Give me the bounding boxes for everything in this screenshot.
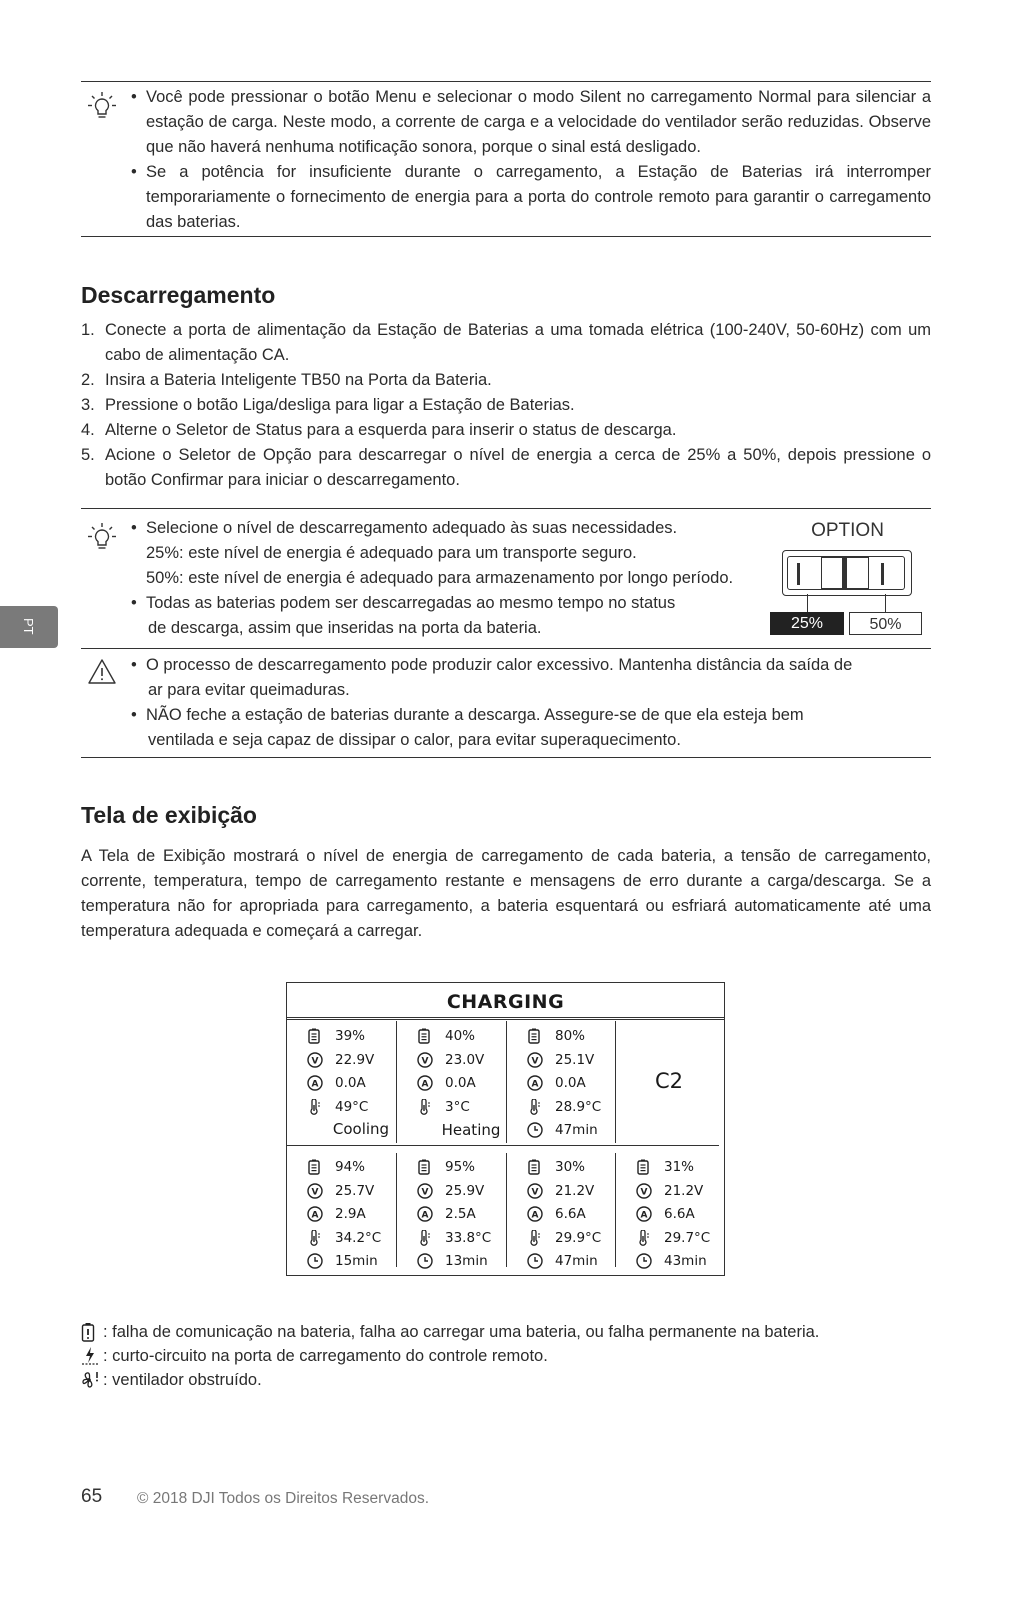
battery-icon (527, 1159, 541, 1175)
warning-bullet: • NÃO feche a estação de baterias durante a descarga. Assegure-se de que ela esteja bem (131, 706, 804, 724)
clock-icon (527, 1122, 543, 1138)
display-description: A Tela de Exibição mostrará o nível de energia de carregamento de cada bateria, a tensão de carregamento, corrente, temperatura, tempo de carregamento restante e mensagens de erro durante a carga/descarga. Se a temperatura não for apropriada para carregamento, a bateria esquentará ou esfriará automaticamente até uma temperatura adequada e começará a carregar. (81, 847, 931, 940)
tip-subline: de descarga, assim que inseridas na porta da bateria. (148, 619, 542, 637)
thermometer-icon (417, 1230, 433, 1246)
svg-text:V: V (311, 1056, 319, 1066)
tip-subline: 50%: este nível de energia é adequado para armazenamento por longo período. (146, 569, 734, 587)
svg-text:A: A (640, 1210, 648, 1221)
svg-text:A: A (531, 1079, 539, 1090)
battery-icon (527, 1028, 541, 1044)
current-icon (417, 1075, 433, 1091)
battery-icon (417, 1028, 431, 1044)
warning-bullet: • O processo de descarregamento pode produzir calor excessivo. Mantenha distância da saída de (131, 656, 853, 674)
current-icon (307, 1206, 323, 1222)
voltage-icon (527, 1183, 543, 1199)
tip-bullet: • Todas as baterias podem ser descarregadas ao mesmo tempo no status (131, 594, 676, 612)
tip-bullet: • Se a potência for insuficiente durante o carregamento, a Estação de Baterias irá interromper temporariamente o fornecimento de energia para a porta do controle remoto para garantir o carregamento das baterias. (131, 163, 931, 231)
clock-icon (417, 1253, 433, 1269)
tip-bullet: • Você pode pressionar o botão Menu e selecionar o modo Silent no carregamento Normal para silenciar a estação de carga. Neste modo, a corrente de carga e a velocidade do ventilador serão reduzidas. Observe que não haverá nenhuma notificação sonora, porque o sinal está desligado. (131, 88, 931, 156)
step-item: 2. Insira a Bateria Inteligente TB50 na Porta da Bateria. (81, 371, 492, 389)
clock-icon (527, 1253, 543, 1269)
section-heading-tela: Tela de exibição (81, 802, 257, 828)
warning-subline: ar para evitar queimaduras. (148, 681, 350, 699)
svg-text:V: V (421, 1187, 429, 1197)
current-icon (636, 1206, 652, 1222)
battery-icon (417, 1159, 431, 1175)
battery-icon (307, 1159, 321, 1175)
voltage-icon (307, 1183, 323, 1199)
warning-note (81, 653, 931, 753)
battery-icon (636, 1159, 650, 1175)
current-icon (307, 1075, 323, 1091)
battery-icon (307, 1028, 321, 1044)
current-icon (527, 1206, 543, 1222)
thermometer-icon (417, 1099, 433, 1115)
voltage-icon (417, 1052, 433, 1068)
thermometer-icon (636, 1230, 652, 1246)
battery-error-icon (81, 1322, 95, 1342)
rule (81, 508, 931, 509)
page-number: 65 (81, 1486, 103, 1507)
svg-text:A: A (421, 1079, 429, 1090)
option-selector-diagram (770, 520, 925, 638)
voltage-icon (636, 1183, 652, 1199)
tip-bullet: • Selecione o nível de descarregamento adequado às suas necessidades. (131, 519, 678, 537)
option-label: OPTION (811, 520, 884, 541)
tip-note-2 (81, 516, 771, 641)
language-tab: PT (0, 606, 58, 648)
svg-text:A: A (531, 1210, 539, 1221)
svg-text:V: V (531, 1187, 539, 1197)
rule (81, 757, 931, 758)
copyright: © 2018 DJI Todos os Direitos Reservados. (137, 1490, 429, 1507)
status-text: Cooling (332, 1120, 390, 1138)
c2-label: C2 (654, 1069, 684, 1093)
option-50-label: 50% (849, 612, 922, 635)
rule (81, 236, 931, 237)
option-switch (782, 550, 912, 596)
short-circuit-icon (81, 1346, 99, 1366)
rule (81, 648, 931, 649)
step-item: 5. Acione o Seletor de Opção para descarregar o nível de energia a cerca de 25% a 50%, depois pressione o botão Confirmar para iniciar o descarregamento. (81, 446, 931, 489)
thermometer-icon (527, 1099, 543, 1115)
svg-text:A: A (421, 1210, 429, 1221)
warning-subline: ventilada e seja capaz de dissipar o calor, para evitar superaquecimento. (148, 731, 681, 749)
section-heading-descarregamento: Descarregamento (81, 282, 276, 308)
thermometer-icon (527, 1230, 543, 1246)
current-icon (417, 1206, 433, 1222)
thermometer-icon (307, 1099, 323, 1115)
page-footer (81, 1486, 429, 1508)
clock-icon (636, 1253, 652, 1269)
display-header: CHARGING (287, 983, 724, 1018)
step-item: 3. Pressione o botão Liga/desliga para ligar a Estação de Baterias. (81, 396, 575, 414)
fan-blocked-icon (81, 1370, 101, 1390)
switch-knob (821, 557, 869, 589)
voltage-icon (527, 1052, 543, 1068)
charging-display: CHARGING 39% V 22.9V A 0.0A 49°C Cooling 40% V 23.0V A 0.0A 3°C Heating 80% V 25.1V A 0.0A 28.9°C 47min C2 94% V 25.7V A 2.9A 34.2°C 15min 95% V 25.9V A 2.5A 33.8°C 13min 30% V 21.2V A 6.6A 29.9°C 47min 31% V 21.2V A 6.6A 29.7°C 43min (286, 982, 725, 1276)
steps-list (81, 318, 931, 493)
voltage-icon (307, 1052, 323, 1068)
step-item: 4. Alterne o Seletor de Status para a esquerda para inserir o status de descarga. (81, 421, 677, 439)
status-text: Heating (441, 1121, 501, 1139)
tip-note-1 (81, 85, 931, 235)
svg-text:V: V (531, 1056, 539, 1066)
rule-top (81, 81, 931, 82)
svg-text:V: V (311, 1187, 319, 1197)
option-25-label: 25% (770, 612, 844, 635)
svg-text:V: V (421, 1056, 429, 1066)
clock-icon (307, 1253, 323, 1269)
step-item: 1. Conecte a porta de alimentação da Estação de Baterias a uma tomada elétrica (100-240V, 50-60Hz) com um cabo de alimentação CA. (81, 321, 931, 364)
svg-text:A: A (311, 1079, 319, 1090)
svg-text:A: A (311, 1210, 319, 1221)
thermometer-icon (307, 1230, 323, 1246)
voltage-icon (417, 1183, 433, 1199)
tip-subline: 25%: este nível de energia é adequado para um transporte seguro. (146, 544, 637, 562)
current-icon (527, 1075, 543, 1091)
svg-text:V: V (640, 1187, 648, 1197)
